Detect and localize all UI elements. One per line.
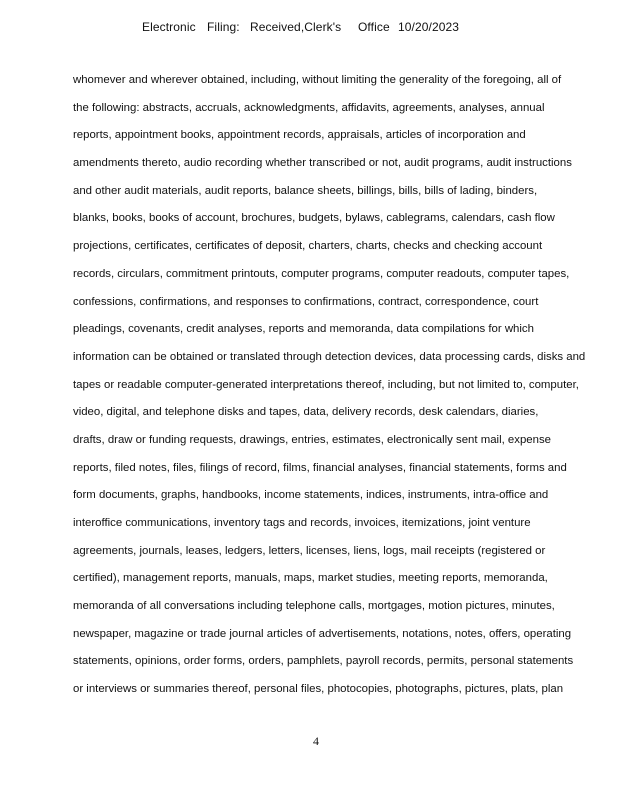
header-received: Received,Clerk's [250,20,342,34]
text-line: interoffice communications, inventory tags and records, invoices, itemizations, joint venture [73,517,531,529]
header-office: Office [358,20,390,34]
page-number: 4 [313,734,319,748]
text-line: newspaper, magazine or trade journal articles of advertisements, notations, notes, offers, operating [73,627,572,640]
text-line: and other audit materials, audit reports, balance sheets, billings, bills, bills of lading, binders, [73,184,538,197]
text-line: amendments thereto, audio recording whether transcribed or not, audit programs, audit instructions [73,157,572,170]
text-line: information can be obtained or translated through detection devices, data processing cards, disks and [73,350,586,363]
text-line: projections, certificates, certificates of deposit, charters, charts, checks and checking account [73,240,543,253]
header-filing: Filing: [207,20,240,34]
text-line: reports, filed notes, files, filings of record, films, financial analyses, financial statements, forms and [73,461,567,474]
text-line: the following: abstracts, accruals, acknowledgments, affidavits, agreements, analyses, annual [73,101,545,114]
document-body [73,70,618,707]
text-line: records, circulars, commitment printouts, computer programs, computer readouts, computer tapes, [73,267,570,280]
text-line: blanks, books, books of account, brochures, budgets, bylaws, cablegrams, calendars, cash flow [73,212,555,225]
text-line: statements, opinions, order forms, orders, pamphlets, payroll records, permits, personal statements [73,655,574,668]
header-electronic: Electronic [142,20,196,34]
text-line: or interviews or summaries thereof, personal files, photocopies, photographs, pictures, plats, plan [73,683,564,696]
efiling-header [0,20,618,38]
text-line: reports, appointment books, appointment records, appraisals, articles of incorporation and [73,129,526,142]
text-line: tapes or readable computer-generated interpretations thereof, including, but not limited to, computer, [73,378,579,391]
text-line: drafts, draw or funding requests, drawings, entries, estimates, electronically sent mail, expense [73,433,552,446]
text-line: memoranda of all conversations including telephone calls, mortgages, motion pictures, minutes, [73,600,555,613]
text-line: whomever and wherever obtained, including, without limiting the generality of the foregoing, all of [73,74,562,86]
text-line: agreements, journals, leases, ledgers, letters, licenses, liens, logs, mail receipts (registered or [73,544,546,557]
header-date: 10/20/2023 [398,20,460,34]
text-line: pleadings, covenants, credit analyses, reports and memoranda, data compilations for which [73,323,534,336]
text-line: form documents, graphs, handbooks, income statements, indices, instruments, intra-office and [73,489,549,502]
text-line: confessions, confirmations, and responses to confirmations, contract, correspondence, court [73,295,539,308]
text-line: certified), management reports, manuals, maps, market studies, meeting reports, memoranda, [73,572,548,585]
text-line: video, digital, and telephone disks and tapes, data, delivery records, desk calendars, diaries, [73,406,539,419]
